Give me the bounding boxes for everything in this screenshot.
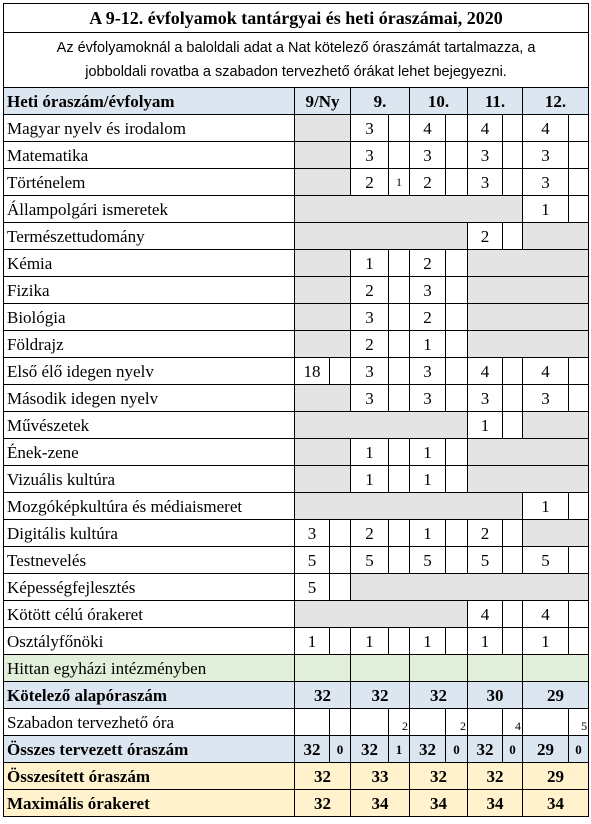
total-cell: 32 xyxy=(410,763,468,790)
extra-cell xyxy=(503,547,523,574)
note-row xyxy=(4,33,589,88)
hours-cell: 1 xyxy=(351,439,389,466)
subject-row xyxy=(4,169,589,196)
hittan-label: Hittan egyházi intézményben xyxy=(4,655,295,682)
total-cell: 29 xyxy=(523,763,589,790)
extra-cell: 0 xyxy=(569,736,589,763)
hours-cell: 3 xyxy=(351,115,389,142)
extra-cell xyxy=(446,520,468,547)
hours-cell: 4 xyxy=(523,115,569,142)
hours-cell: 3 xyxy=(351,358,389,385)
empty-cell xyxy=(295,196,523,223)
empty-cell xyxy=(523,655,589,682)
total-cell: 34 xyxy=(351,790,410,817)
subject-row xyxy=(4,439,589,466)
empty-cell xyxy=(295,439,351,466)
hours-cell: 5 xyxy=(410,547,446,574)
extra-cell xyxy=(389,628,410,655)
subject-row xyxy=(4,331,589,358)
total-cell: 32 xyxy=(295,763,351,790)
total-cell: 29 xyxy=(523,736,569,763)
extra-cell xyxy=(503,142,523,169)
subject-row xyxy=(4,250,589,277)
hours-cell: 1 xyxy=(468,412,503,439)
total-cell: 34 xyxy=(468,790,523,817)
hours-cell: 2 xyxy=(468,223,503,250)
extra-cell xyxy=(389,142,410,169)
hours-cell: 3 xyxy=(468,142,503,169)
hours-cell: 1 xyxy=(351,466,389,493)
hours-cell: 1 xyxy=(295,628,330,655)
extra-cell xyxy=(389,520,410,547)
hours-cell: 4 xyxy=(523,358,569,385)
extra-cell: 2 xyxy=(446,709,468,736)
subject-row xyxy=(4,547,589,574)
extra-cell xyxy=(446,385,468,412)
hours-cell: 3 xyxy=(351,142,389,169)
subject-name: Állampolgári ismeretek xyxy=(4,196,295,223)
extra-cell xyxy=(569,547,589,574)
extra-cell xyxy=(389,250,410,277)
extra-cell xyxy=(503,358,523,385)
subject-name: Matematika xyxy=(4,142,295,169)
col-header-9: 9. xyxy=(351,88,410,115)
extra-cell xyxy=(446,466,468,493)
szabad-label: Szabadon tervezhető óra xyxy=(4,709,295,736)
extra-cell xyxy=(446,439,468,466)
subject-name: Képességfejlesztés xyxy=(4,574,295,601)
hours-cell: 2 xyxy=(410,304,446,331)
subject-row xyxy=(4,223,589,250)
curriculum-sheet xyxy=(3,3,589,817)
empty-cell xyxy=(523,223,589,250)
extra-cell xyxy=(569,142,589,169)
extra-cell xyxy=(446,115,468,142)
empty-cell xyxy=(295,331,351,358)
hours-cell: 4 xyxy=(468,115,503,142)
extra-cell xyxy=(446,358,468,385)
hours-cell: 2 xyxy=(410,250,446,277)
empty-cell xyxy=(330,709,351,736)
empty-cell xyxy=(351,709,389,736)
extra-cell xyxy=(446,277,468,304)
empty-cell xyxy=(295,385,351,412)
osszes-label: Összes tervezett óraszám xyxy=(4,736,295,763)
extra-cell xyxy=(330,628,351,655)
total-cell: 32 xyxy=(295,682,351,709)
extra-cell xyxy=(503,412,523,439)
subject-name: Magyar nyelv és irodalom xyxy=(4,115,295,142)
extra-cell xyxy=(569,385,589,412)
total-cell: 32 xyxy=(295,736,330,763)
total-cell: 30 xyxy=(468,682,523,709)
subject-name: Művészetek xyxy=(4,412,295,439)
header-row xyxy=(4,88,589,115)
empty-cell xyxy=(295,655,351,682)
empty-cell xyxy=(295,250,351,277)
empty-cell xyxy=(295,601,468,628)
col-header-11: 11. xyxy=(468,88,523,115)
subject-row xyxy=(4,628,589,655)
subject-name: Biológia xyxy=(4,304,295,331)
hours-cell: 2 xyxy=(351,520,389,547)
hours-cell: 3 xyxy=(468,169,503,196)
header-label: Heti óraszám/évfolyam xyxy=(4,88,295,115)
hours-cell: 3 xyxy=(351,304,389,331)
empty-cell xyxy=(410,709,446,736)
extra-cell: 1 xyxy=(389,736,410,763)
subject-row xyxy=(4,358,589,385)
extra-cell xyxy=(389,331,410,358)
subject-row xyxy=(4,142,589,169)
subject-name: Földrajz xyxy=(4,331,295,358)
subject-name: Történelem xyxy=(4,169,295,196)
extra-cell: 4 xyxy=(503,709,523,736)
subject-row xyxy=(4,304,589,331)
subject-name: Természettudomány xyxy=(4,223,295,250)
extra-cell xyxy=(446,547,468,574)
extra-cell xyxy=(389,547,410,574)
hours-cell: 5 xyxy=(468,547,503,574)
hours-cell: 4 xyxy=(410,115,446,142)
extra-cell xyxy=(446,250,468,277)
extra-cell: 5 xyxy=(569,709,589,736)
osszes-row xyxy=(4,736,589,763)
extra-cell xyxy=(389,304,410,331)
empty-cell xyxy=(295,709,330,736)
extra-cell xyxy=(389,439,410,466)
total-cell: 32 xyxy=(351,736,389,763)
empty-cell xyxy=(351,655,410,682)
extra-cell xyxy=(569,169,589,196)
kotelezo-row xyxy=(4,682,589,709)
subject-row xyxy=(4,196,589,223)
subject-row xyxy=(4,412,589,439)
subject-row xyxy=(4,493,589,520)
total-cell: 29 xyxy=(523,682,589,709)
hours-cell: 3 xyxy=(523,169,569,196)
empty-cell xyxy=(295,223,468,250)
hours-cell: 5 xyxy=(351,547,389,574)
empty-cell xyxy=(295,115,351,142)
extra-cell xyxy=(389,358,410,385)
note-line-1: Az évfolyamoknál a baloldali adat a Nat kötelező óraszámát tartalmazza, a xyxy=(56,40,536,56)
total-cell: 32 xyxy=(410,736,446,763)
hours-cell: 3 xyxy=(523,142,569,169)
empty-cell xyxy=(295,277,351,304)
hours-cell: 3 xyxy=(523,385,569,412)
extra-cell xyxy=(569,358,589,385)
empty-cell xyxy=(295,304,351,331)
subject-name: Osztályfőnöki xyxy=(4,628,295,655)
table-note xyxy=(4,33,589,88)
extra-cell xyxy=(569,628,589,655)
empty-cell xyxy=(468,250,589,277)
empty-cell xyxy=(468,277,589,304)
extra-cell: 1 xyxy=(389,169,410,196)
empty-cell xyxy=(351,574,589,601)
total-cell: 33 xyxy=(351,763,410,790)
extra-cell xyxy=(446,142,468,169)
hours-cell: 2 xyxy=(468,520,503,547)
hours-table xyxy=(3,3,589,817)
subject-name: Testnevelés xyxy=(4,547,295,574)
empty-cell xyxy=(410,655,468,682)
subject-name: Fizika xyxy=(4,277,295,304)
hours-cell: 4 xyxy=(468,601,503,628)
hittan-row xyxy=(4,655,589,682)
extra-cell xyxy=(330,574,351,601)
col-header-12: 12. xyxy=(523,88,589,115)
kotelezo-label: Kötelező alapóraszám xyxy=(4,682,295,709)
subject-name: Vizuális kultúra xyxy=(4,466,295,493)
hours-cell: 3 xyxy=(410,385,446,412)
hours-cell: 3 xyxy=(295,520,330,547)
empty-cell xyxy=(295,169,351,196)
osszesitett-label: Összesített óraszám xyxy=(4,763,295,790)
extra-cell xyxy=(330,520,351,547)
subject-name: Kötött célú órakeret xyxy=(4,601,295,628)
empty-cell xyxy=(468,304,589,331)
empty-cell xyxy=(523,412,589,439)
extra-cell: 0 xyxy=(446,736,468,763)
subject-name: Ének-zene xyxy=(4,439,295,466)
extra-cell xyxy=(503,115,523,142)
hours-cell: 1 xyxy=(468,628,503,655)
extra-cell xyxy=(503,169,523,196)
subject-name: Kémia xyxy=(4,250,295,277)
hours-cell: 1 xyxy=(410,628,446,655)
empty-cell xyxy=(468,331,589,358)
hours-cell: 1 xyxy=(523,628,569,655)
extra-cell xyxy=(330,547,351,574)
hours-cell: 5 xyxy=(295,574,330,601)
subject-name: Első élő idegen nyelv xyxy=(4,358,295,385)
empty-cell xyxy=(468,709,503,736)
extra-cell xyxy=(389,385,410,412)
subject-name: Második idegen nyelv xyxy=(4,385,295,412)
extra-cell xyxy=(503,385,523,412)
extra-cell xyxy=(569,493,589,520)
empty-cell xyxy=(468,439,589,466)
empty-cell xyxy=(468,466,589,493)
hours-cell: 1 xyxy=(351,250,389,277)
hours-cell: 2 xyxy=(410,169,446,196)
subject-row xyxy=(4,574,589,601)
extra-cell xyxy=(569,601,589,628)
subject-row xyxy=(4,385,589,412)
extra-cell xyxy=(503,520,523,547)
total-cell: 34 xyxy=(410,790,468,817)
hours-cell: 4 xyxy=(468,358,503,385)
hours-cell: 5 xyxy=(523,547,569,574)
hours-cell: 3 xyxy=(410,142,446,169)
total-cell: 32 xyxy=(410,682,468,709)
hours-cell: 1 xyxy=(410,331,446,358)
empty-cell xyxy=(295,493,523,520)
hours-cell: 3 xyxy=(410,277,446,304)
hours-cell: 1 xyxy=(410,520,446,547)
extra-cell xyxy=(389,277,410,304)
extra-cell xyxy=(503,223,523,250)
hours-cell: 1 xyxy=(523,493,569,520)
maximalis-row xyxy=(4,790,589,817)
hours-cell: 1 xyxy=(351,628,389,655)
title-row xyxy=(4,4,589,33)
subject-row xyxy=(4,277,589,304)
col-header-9ny: 9/Ny xyxy=(295,88,351,115)
empty-cell xyxy=(295,142,351,169)
empty-cell xyxy=(523,520,589,547)
subject-name: Digitális kultúra xyxy=(4,520,295,547)
hours-cell: 1 xyxy=(523,196,569,223)
note-line-2: jobboldali rovatba a szabadon tervezhető órákat lehet bejegyezni. xyxy=(85,64,507,80)
hours-cell: 3 xyxy=(410,358,446,385)
extra-cell: 0 xyxy=(503,736,523,763)
empty-cell xyxy=(295,412,468,439)
extra-cell xyxy=(446,304,468,331)
total-cell: 32 xyxy=(295,790,351,817)
hours-cell: 2 xyxy=(351,169,389,196)
extra-cell: 0 xyxy=(330,736,351,763)
osszesitett-row xyxy=(4,763,589,790)
empty-cell xyxy=(468,655,523,682)
subject-row xyxy=(4,520,589,547)
maximalis-label: Maximális órakeret xyxy=(4,790,295,817)
extra-cell: 2 xyxy=(389,709,410,736)
empty-cell xyxy=(523,709,569,736)
hours-cell: 5 xyxy=(295,547,330,574)
extra-cell xyxy=(503,628,523,655)
extra-cell xyxy=(569,196,589,223)
hours-cell: 4 xyxy=(523,601,569,628)
hours-cell: 18 xyxy=(295,358,330,385)
empty-cell xyxy=(295,466,351,493)
table-title: A 9-12. évfolyamok tantárgyai és heti óraszámai, 2020 xyxy=(4,4,589,33)
extra-cell xyxy=(569,115,589,142)
hours-cell: 3 xyxy=(351,385,389,412)
col-header-10: 10. xyxy=(410,88,468,115)
hours-cell: 2 xyxy=(351,277,389,304)
subject-row xyxy=(4,601,589,628)
extra-cell xyxy=(389,466,410,493)
total-cell: 32 xyxy=(351,682,410,709)
extra-cell xyxy=(503,601,523,628)
extra-cell xyxy=(389,115,410,142)
hours-cell: 3 xyxy=(468,385,503,412)
total-cell: 32 xyxy=(468,763,523,790)
hours-cell: 2 xyxy=(351,331,389,358)
total-cell: 32 xyxy=(468,736,503,763)
hours-cell: 1 xyxy=(410,439,446,466)
subject-row xyxy=(4,115,589,142)
extra-cell xyxy=(446,169,468,196)
hours-cell: 1 xyxy=(410,466,446,493)
extra-cell xyxy=(446,628,468,655)
extra-cell xyxy=(446,331,468,358)
szabad-row xyxy=(4,709,589,736)
extra-cell xyxy=(330,358,351,385)
subject-row xyxy=(4,466,589,493)
subject-name: Mozgóképkultúra és médiaismeret xyxy=(4,493,295,520)
total-cell: 34 xyxy=(523,790,589,817)
